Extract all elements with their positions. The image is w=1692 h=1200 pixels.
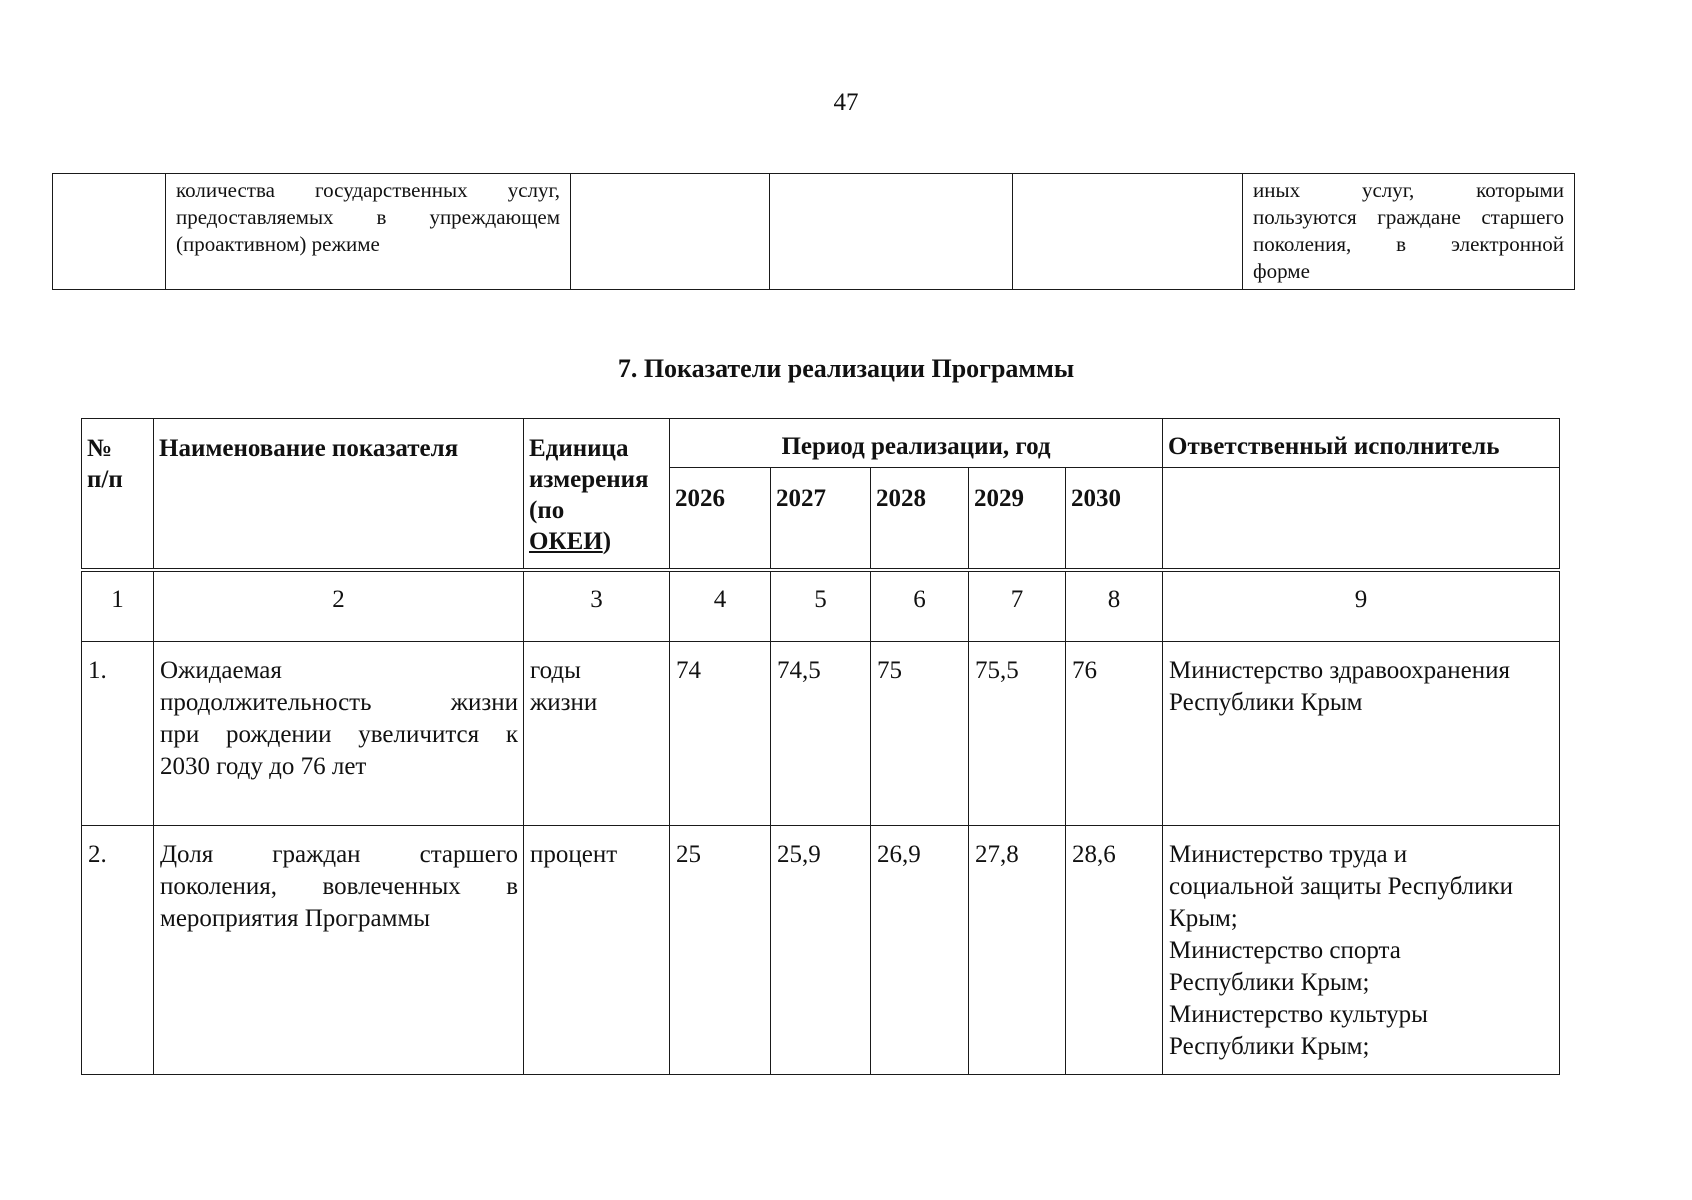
- header-year: 2027: [771, 468, 871, 571]
- text-line: Министерство труда и: [1169, 841, 1408, 868]
- header-num-symbol: №: [87, 435, 113, 462]
- cell-empty: [770, 174, 1013, 290]
- text-line: пользуются граждане старшего: [1253, 205, 1564, 229]
- table-row: [82, 642, 1560, 826]
- header-num-label: п/п: [87, 466, 123, 493]
- text-line: 2030 году до 76 лет: [160, 753, 367, 780]
- text-line: Крым;: [1169, 905, 1238, 932]
- row-value-2028: 26,9: [871, 826, 969, 1075]
- text-line: процент: [530, 841, 618, 868]
- header-unit-okei: ОКЕИ: [529, 528, 603, 555]
- row-value-2029: 75,5: [969, 642, 1066, 826]
- row-value-2028: 75: [871, 642, 969, 826]
- column-number: 3: [524, 570, 670, 642]
- text-line: жизни: [530, 689, 598, 716]
- row-name: [154, 826, 524, 1075]
- cell-empty: [53, 174, 166, 290]
- text-line: продолжительность жизни: [160, 689, 518, 716]
- cell-empty: [1013, 174, 1243, 290]
- row-value-2026: 74: [670, 642, 771, 826]
- header-period: Период реализации, год: [670, 419, 1163, 468]
- cell-empty: [571, 174, 770, 290]
- continuation-table: [52, 173, 1575, 290]
- text-line: (проактивном) режиме: [176, 232, 380, 256]
- text-line: социальной защиты Республики: [1169, 873, 1514, 900]
- text-line: форме: [1253, 259, 1310, 283]
- column-number: 5: [771, 570, 871, 642]
- row-value-2029: 27,8: [969, 826, 1066, 1075]
- row-name: [154, 642, 524, 826]
- header-unit-line: измерения: [529, 466, 649, 493]
- text-line: при рождении увеличится к: [160, 721, 518, 748]
- header-unit-close: ): [602, 528, 612, 555]
- column-number: 8: [1066, 570, 1163, 642]
- cell-indicator-text: [166, 174, 571, 290]
- header-name: Наименование показателя: [154, 419, 524, 571]
- column-number: 6: [871, 570, 969, 642]
- row-num: 1.: [82, 642, 154, 826]
- text-line: годы: [530, 657, 581, 684]
- column-number: 4: [670, 570, 771, 642]
- text-line: мероприятия Программы: [160, 905, 431, 932]
- row-unit: [524, 826, 670, 1075]
- header-year: 2026: [670, 468, 771, 571]
- text-line: Министерство спорта: [1169, 937, 1401, 964]
- table-row: [82, 826, 1560, 1075]
- page-number: 47: [833, 89, 859, 116]
- text-line: Ожидаемая: [160, 657, 282, 684]
- row-value-2026: 25: [670, 826, 771, 1075]
- text-line: количества государственных услуг,: [176, 178, 560, 202]
- column-numbers-row: [82, 570, 1560, 642]
- text-line: иных услуг, которыми: [1253, 178, 1564, 202]
- header-unit-line: [529, 526, 664, 557]
- text-line: поколения, вовлеченных в: [160, 873, 518, 900]
- text-line: Министерство здравоохранения: [1169, 657, 1510, 684]
- row-value-2030: 76: [1066, 642, 1163, 826]
- header-executor-blank: [1163, 468, 1560, 571]
- row-unit: [524, 642, 670, 826]
- text-line: Республики Крым: [1169, 689, 1363, 716]
- table-row: [53, 174, 1575, 290]
- row-value-2027: 25,9: [771, 826, 871, 1075]
- column-number: 2: [154, 570, 524, 642]
- row-executor: [1163, 826, 1560, 1075]
- text-line: Доля граждан старшего: [160, 841, 518, 868]
- header-unit: [524, 419, 670, 571]
- header-row: [82, 419, 1560, 468]
- cell-result-text: [1243, 174, 1575, 290]
- row-num: 2.: [82, 826, 154, 1075]
- text-line: Республики Крым;: [1169, 969, 1370, 996]
- row-value-2027: 74,5: [771, 642, 871, 826]
- header-year: 2030: [1066, 468, 1163, 571]
- column-number: 7: [969, 570, 1066, 642]
- text-line: поколения, в электронной: [1253, 232, 1564, 256]
- header-executor: Ответственный исполнитель: [1163, 419, 1560, 468]
- text-line: Министерство культуры: [1169, 1001, 1428, 1028]
- indicators-table: [81, 418, 1560, 1075]
- row-value-2030: 28,6: [1066, 826, 1163, 1075]
- header-unit-line: Единица: [529, 435, 629, 462]
- header-num: [82, 419, 154, 571]
- header-year: 2029: [969, 468, 1066, 571]
- text-line: предоставляемых в упреждающем: [176, 205, 560, 229]
- header-year: 2028: [871, 468, 969, 571]
- column-number: 1: [82, 570, 154, 642]
- section-title: 7. Показатели реализации Программы: [617, 354, 1075, 383]
- header-unit-line: (по: [529, 497, 565, 524]
- column-number: 9: [1163, 570, 1560, 642]
- row-executor: [1163, 642, 1560, 826]
- text-line: Республики Крым;: [1169, 1033, 1370, 1060]
